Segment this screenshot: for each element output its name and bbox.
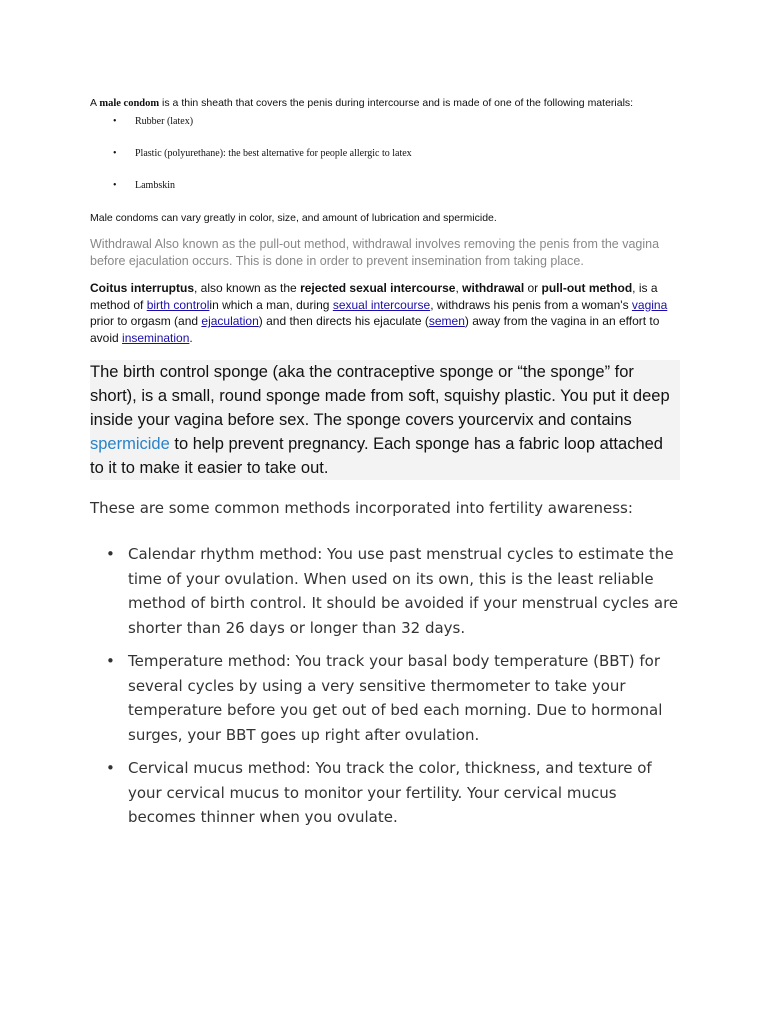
bullet-icon: •	[113, 148, 117, 159]
text-segment: ) away from the vagina in an effort to avoid	[90, 314, 660, 345]
withdrawal-paragraph: Withdrawal Also known as the pull-out method, withdrawal involves removing the penis from the vagina before ejaculation occurs. This is done in order to prevent insemination from taking place.	[90, 237, 660, 268]
text-segment: ,	[455, 281, 463, 295]
link-ejaculation[interactable]: ejaculation	[201, 314, 259, 328]
bullet-icon: •	[113, 180, 117, 191]
list-item	[90, 756, 680, 830]
term-pull-out-method: pull-out method	[541, 281, 633, 295]
coitus-interruptus-paragraph	[90, 280, 680, 346]
document-page	[90, 96, 680, 839]
bullet-icon: •	[106, 652, 115, 670]
bullet-icon: •	[106, 545, 115, 563]
link-sexual-intercourse[interactable]: sexual intercourse	[332, 297, 431, 312]
list-item	[90, 542, 680, 640]
term-rejected-intercourse: rejected sexual intercourse	[300, 281, 456, 295]
material-text: Plastic (polyurethane): the best alternative for people allergic to latex	[135, 148, 412, 159]
material-text: Rubber (latex)	[135, 116, 194, 127]
list-item	[90, 115, 680, 128]
condom-vary-paragraph: Male condoms can vary greatly in color, size, and amount of lubrication and spermicide.	[90, 212, 497, 224]
text-segment: , withdraws his penis from a woman's	[430, 297, 632, 312]
intro-rest: is a thin sheath that covers the penis during intercourse and is made of one of the following materials:	[159, 97, 634, 109]
bullet-icon: •	[113, 116, 117, 127]
condom-materials-list	[90, 115, 680, 192]
male-condom-term: male condom	[99, 98, 160, 109]
link-spermicide[interactable]: spermicide	[90, 435, 170, 453]
method-text: Temperature method: You track your basal body temperature (BBT) for several cycles by using a very sensitive thermometer to take your temperature before you get out of bed each morning. Due to hormonal surges, your BBT goes up right after ovulation.	[128, 652, 663, 744]
text-segment: prior to orgasm (and	[90, 314, 202, 328]
sponge-text-1: The birth control sponge (aka the contraceptive sponge or “the sponge” for short), is a small, round sponge made from soft, squishy plastic. You put it deep inside your vagina before sex. The sponge covers yourcervix and contains	[90, 363, 670, 429]
list-item	[90, 649, 680, 747]
text-segment: , is a method of	[90, 281, 658, 312]
link-vagina[interactable]: vagina	[631, 297, 668, 312]
link-semen[interactable]: semen	[428, 314, 465, 328]
bullet-icon: •	[106, 759, 115, 777]
method-text: Cervical mucus method: You track the color, thickness, and texture of your cervical mucus to monitor your fertility. Your cervical mucus becomes thinner when you ovulate.	[128, 759, 652, 826]
sponge-text-2: to help prevent pregnancy. Each sponge has a fabric loop attached to it to make it easier to take out.	[90, 435, 663, 477]
term-withdrawal: withdrawal	[462, 281, 525, 295]
term-coitus-interruptus: Coitus interruptus	[90, 281, 194, 295]
material-text: Lambskin	[135, 180, 175, 191]
list-item	[90, 147, 680, 160]
text-segment: in which a man, during	[209, 297, 333, 312]
text-segment: or	[524, 281, 542, 295]
fertility-methods-list	[90, 542, 680, 830]
fertility-intro: These are some common methods incorporated into fertility awareness:	[90, 499, 633, 517]
male-condom-paragraph	[90, 96, 680, 111]
text-segment: , also known as the	[194, 281, 301, 295]
text-segment: ) and then directs his ejaculate (	[258, 314, 429, 328]
link-birth-control[interactable]: birth control	[146, 297, 210, 312]
intro-prefix: A	[90, 97, 100, 109]
link-insemination[interactable]: insemination	[122, 330, 190, 345]
list-item	[90, 179, 680, 192]
method-text: Calendar rhythm method: You use past menstrual cycles to estimate the time of your ovulation. When used on its own, this is the least reliable method of birth control. It should be avoided if your menstrual cycles are shorter than 26 days or longer than 32 days.	[128, 545, 679, 637]
sponge-paragraph	[90, 360, 680, 480]
text-segment: .	[189, 330, 193, 345]
